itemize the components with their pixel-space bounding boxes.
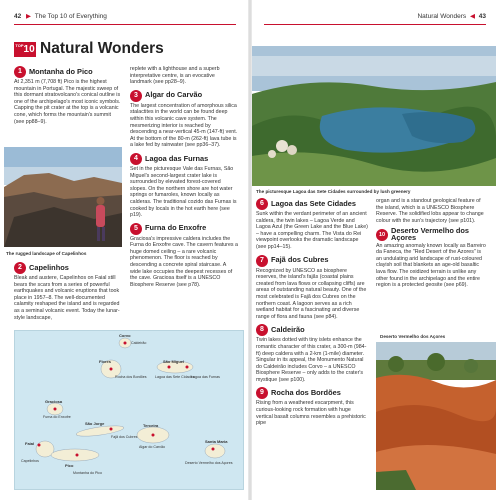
left-header-rule: [14, 24, 236, 25]
left-running-header: [14, 10, 234, 23]
map-label-santa-maria: Santa Maria: [205, 439, 228, 444]
top-10-badge: $^{TOP}$10: [15, 43, 35, 55]
entry-7: [256, 255, 368, 321]
entry-10: [376, 228, 488, 288]
capelinhos-photo-art: [4, 147, 122, 247]
entry-body: The largest concentration of amorphous silica stalactites in the world can be found deep within this volcanic cave system. The mesmerizing interior is reached by descending a near-vertical 45-m (147-ft) vent. At the bottom of the 80-m (262-ft) lava tube is a lake fed by rainwater (see pp36–37).: [130, 102, 238, 149]
page-title: Natural Wonders: [40, 40, 164, 57]
entry-title: Algar do Carvão: [145, 90, 203, 100]
entry-number: 5: [130, 223, 142, 235]
azores-map-art: [15, 331, 244, 490]
entry-number: 4: [130, 153, 142, 165]
map-label-pico: Pico: [65, 463, 74, 468]
entry-number: 3: [130, 90, 142, 102]
capelinhos-continuation: replete with a lighthouse and a superb interpretative centre, is an evocative landmark (see pp28–9).: [130, 66, 220, 86]
entry-body: Sunk within the verdant perimeter of an ancient caldera, the twin lakes – Lagoa Verde and Lagoa Azul (the Green Lake and the Blue Lake) – have a compelling charm. The Vista do Rei viewpoint overlooks the dramatic landscape (see pp14–15).: [256, 211, 368, 250]
map-label-furna-do-enxofre: Furna do Enxofre: [43, 415, 71, 419]
left-header-title: The Top 10 of Everything: [34, 13, 107, 20]
entry-1: [14, 66, 122, 125]
column-4: [376, 198, 488, 289]
arrow-left-icon: ◀: [469, 13, 475, 20]
entry-8: [256, 324, 368, 383]
caption-deserto: Deserto Vermelho dos Açores: [380, 334, 446, 339]
right-header-rule: [264, 24, 486, 25]
right-header-title: Natural Wonders: [417, 13, 467, 20]
sete-cidades-photo-art: [252, 46, 496, 186]
entry-body: Recognized by UNESCO as biosphere reserves, the island's fajãs (coastal plains created from lava flows or collapsing cliffs) are areas of outstanding natural beauty. One of the most celebrated is Fajã dos Cubres on the northern coast. A lagoon serves as a rich wetland habitat for a fascinating and diverse range of flora and fauna (see p84).: [256, 267, 367, 320]
entry-title: Caldeirão: [271, 325, 305, 335]
map-label-sao-miguel: São Miguel: [163, 359, 185, 364]
map-label-graciosa: Graciosa: [45, 399, 63, 404]
arrow-right-icon: ▶: [26, 13, 32, 20]
entry-title: Capelinhos: [29, 262, 69, 272]
entry-title: Fajã dos Cubres: [271, 255, 329, 265]
entry-body: Rising from a weathered escarpment, this curious-looking rock formation with huge vertical basalt columns resembles a prehistoric pipe: [256, 400, 366, 427]
map-label-corvo: Corvo: [119, 333, 131, 338]
map-label-faial: Faial: [25, 441, 35, 446]
map-label-faja-dos-cubres: Fajã dos Cubres: [111, 435, 138, 439]
right-running-header: [266, 10, 486, 23]
entry-6: [256, 198, 368, 251]
deserto-photo: [376, 342, 496, 490]
left-page-number: 42: [14, 13, 22, 20]
sete-cidades-photo: [252, 46, 496, 186]
entry-body: Bleak and austere, Capelinhos on Faial still bears the scars from a series of powerful earthquakes and volcanic eruptions that took place in 1957–8. The well-documented calamity reshaped the island and is regarded as a seminal volcanic event. Today the lunar-style landscape,: [14, 275, 120, 321]
column-2: [130, 66, 238, 288]
right-page-number: 43: [478, 13, 486, 20]
capelinhos-photo: [4, 147, 122, 247]
entry-title: Furna do Enxofre: [145, 223, 207, 233]
entry-number: 7: [256, 255, 268, 267]
column-3: [256, 198, 368, 427]
entry-number: 9: [256, 387, 268, 399]
map-label-montanha-do-pico: Montanha do Pico: [73, 471, 102, 475]
entry-number: 2: [14, 262, 26, 274]
caption-sete-cidades: The picturesque Lagoa das Sete Cidades surrounded by lush greenery: [256, 189, 411, 194]
entry-2: [14, 262, 122, 321]
entry-body: An amazing anomaly known locally as Barreiro da Faneca, the "Red Desert of the Azores" is an undulating arid landscape of rust-coloured clayish soil that blankets an age-old basaltic lava flow. The oxidized terrain is unlike any other found in the archipelago and the entire region is a protected geosite (see p69).: [376, 242, 486, 289]
bordoes-continuation: organ and is a standout geological feature of the island, which is a UNESCO Biosphere Reserve. The solidified lobs appear to change colour with the sun's trajectory (see p101).: [376, 198, 484, 224]
entry-number: 6: [256, 198, 268, 210]
entry-body: Graciosa's impressive caldera includes the Furna do Enxofre cave. The cavern features a huge domed ceiling – a rare volcanic phenomenon. The floor is reached by descending a concrete spiral staircase. A wide lake occupies the deepest recesses of the cave. Graciosa itself is a UNESCO Biosphere Reserve (see p78).: [130, 235, 238, 288]
map-label-algar-do-carvao: Algar do Carvão: [139, 445, 165, 449]
entry-number: 10: [376, 229, 388, 241]
map-label-sao-jorge: São Jorge: [85, 421, 105, 426]
entry-title: Lagoa das Sete Cidades: [271, 198, 357, 208]
entry-number: 1: [14, 66, 26, 78]
entry-9: [256, 387, 368, 426]
deserto-photo-art: [376, 342, 496, 490]
entry-4: [130, 153, 238, 219]
entry-number: 8: [256, 324, 268, 336]
map-label-furnas: Lagoa das Furnas: [191, 375, 220, 379]
azores-map: [14, 330, 244, 490]
caption-capelinhos: The rugged landscape of Capelinhos: [6, 251, 87, 256]
map-label-rocha-dos-bordoes: Rocha dos Bordões: [115, 375, 147, 379]
map-label-deserto-vermelho: Deserto Vermelho dos Açores: [185, 461, 233, 465]
map-label-capelinhos: Capelinhos: [21, 459, 39, 463]
map-label-caldeirao: Caldeirão: [131, 341, 147, 345]
entry-body: Set in the picturesque Vale das Furnas, São Miguel's second-largest crater lake is surrounded by elevated forest-covered slopes. On the northern shore are hot water springs or fumaroles, known locally as calderas. The traditional cozido das Furnas is cooked by locals in the hot earth here (see p19).: [130, 165, 237, 219]
entry-title: Lagoa das Furnas: [145, 153, 209, 163]
map-label-sete-cidades: Lagoa das Sete Cidades: [155, 375, 195, 379]
entry-title: Deserto Vermelho dos Açores: [391, 226, 470, 242]
entry-body: At 2,351 m (7,708 ft) Pico is the highest mountain in Portugal. The majestic sweep of this dormant stratovolcano's conical outline is one of the archipelago's most iconic symbols. Capping the pit crater at the top is a volcanic cone, which forms the mountain's summit (see pp88–9).: [14, 79, 121, 125]
map-label-flores: Flores: [99, 359, 112, 364]
map-label-terceira: Terceira: [143, 423, 159, 428]
entry-3: [130, 90, 238, 149]
entry-5: [130, 223, 238, 289]
entry-title: Montanha do Pico: [29, 66, 93, 76]
entry-body: Twin lakes dotted with tiny islets enhance the romantic character of this crater, a 300-m (984-ft) deep caldera with a 2-km (1-mile) diameter. Singular in its appeal, the Monumento Natural do Caldeirão includes Corvo – a UNESCO Biosphere Reserve – only adds to the crater's mystique (see p100).: [256, 337, 367, 383]
entry-title: Rocha dos Bordões: [271, 388, 341, 398]
